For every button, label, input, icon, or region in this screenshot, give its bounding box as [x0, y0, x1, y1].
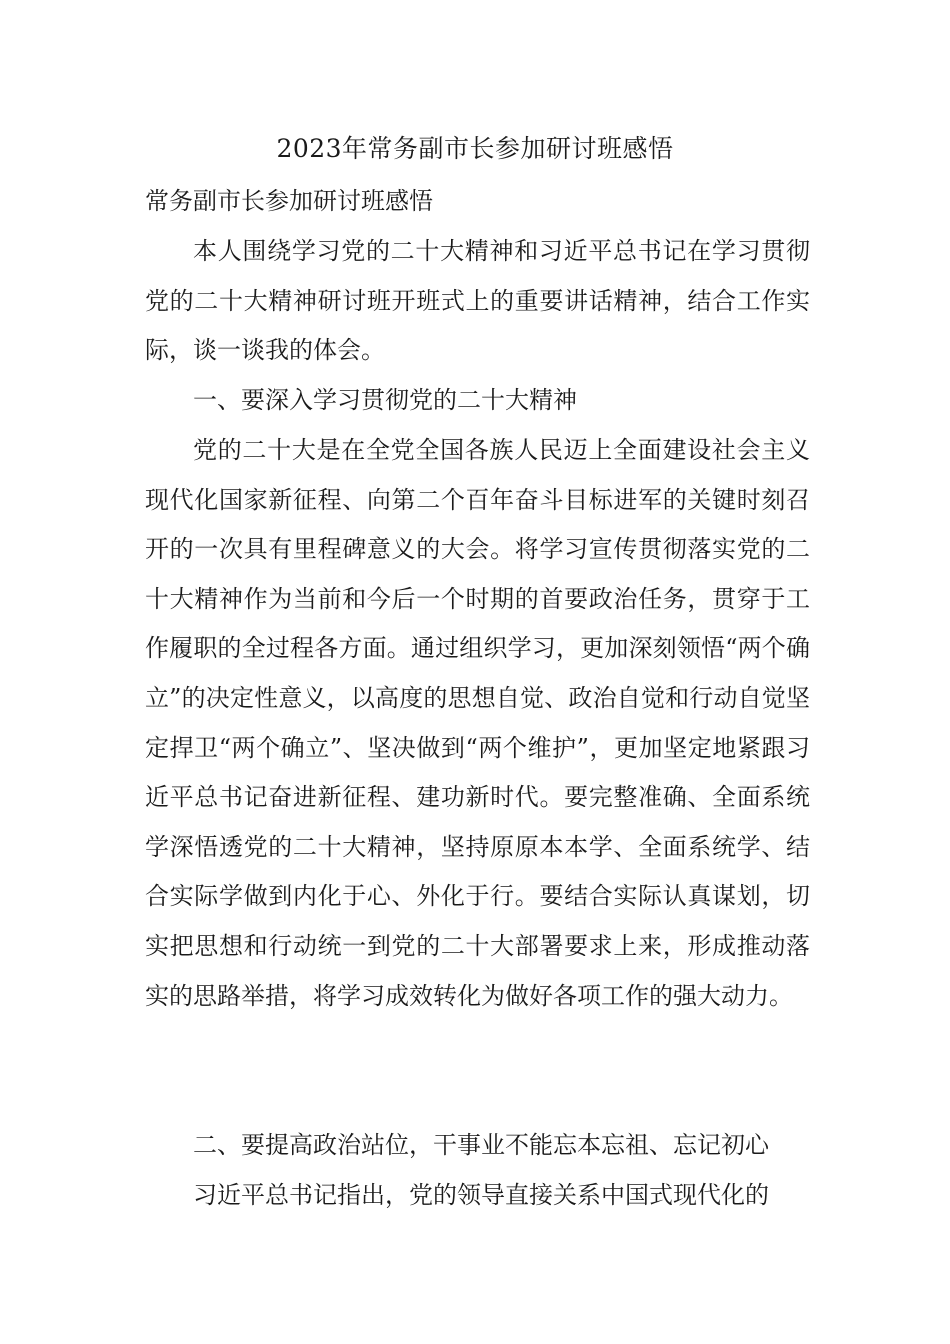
- section-heading-1: 一、要深入学习贯彻党的二十大精神: [193, 386, 577, 414]
- section-2-paragraph: 习近平总书记指出，党的领导直接关系中国式现代化的: [193, 1181, 769, 1209]
- section-heading-2: 二、要提高政治站位，干事业不能忘本忘祖、忘记初心: [193, 1131, 769, 1159]
- document-subtitle: 常务副市长参加研讨班感悟: [145, 187, 433, 215]
- intro-paragraph: 本人围绕学习党的二十大精神和习近平总书记在学习贯彻党的二十大精神研讨班开班式上的重要讲话精神，结合工作实际，谈一谈我的体会。: [145, 237, 810, 365]
- document-title: 2023年常务副市长参加研讨班感悟: [276, 134, 674, 163]
- section-1-paragraph: 党的二十大是在全党全国各族人民迈上全面建设社会主义现代化国家新征程、向第二个百年奋斗目标进军的关键时刻召开的一次具有里程碑意义的大会。将学习宣传贯彻落实党的二十大精神作为当前和今后一个时期的首要政治任务，贯穿于工作履职的全过程各方面。通过组织学习，更加深刻领悟“两个确立”的决定性意义，以高度的思想自觉、政治自觉和行动自觉坚定捍卫“两个确立”、坚决做到“两个维护”，更加坚定地紧跟习近平总书记奋进新征程、建功新时代。要完整准确、全面系统学深悟透党的二十大精神，坚持原原本本学、全面系统学、结合实际学做到内化于心、外化于行。要结合实际认真谋划，切实把思想和行动统一到党的二十大部署要求上来，形成推动落实的思路举措，将学习成效转化为做好各项工作的强大动力。: [145, 436, 810, 1010]
